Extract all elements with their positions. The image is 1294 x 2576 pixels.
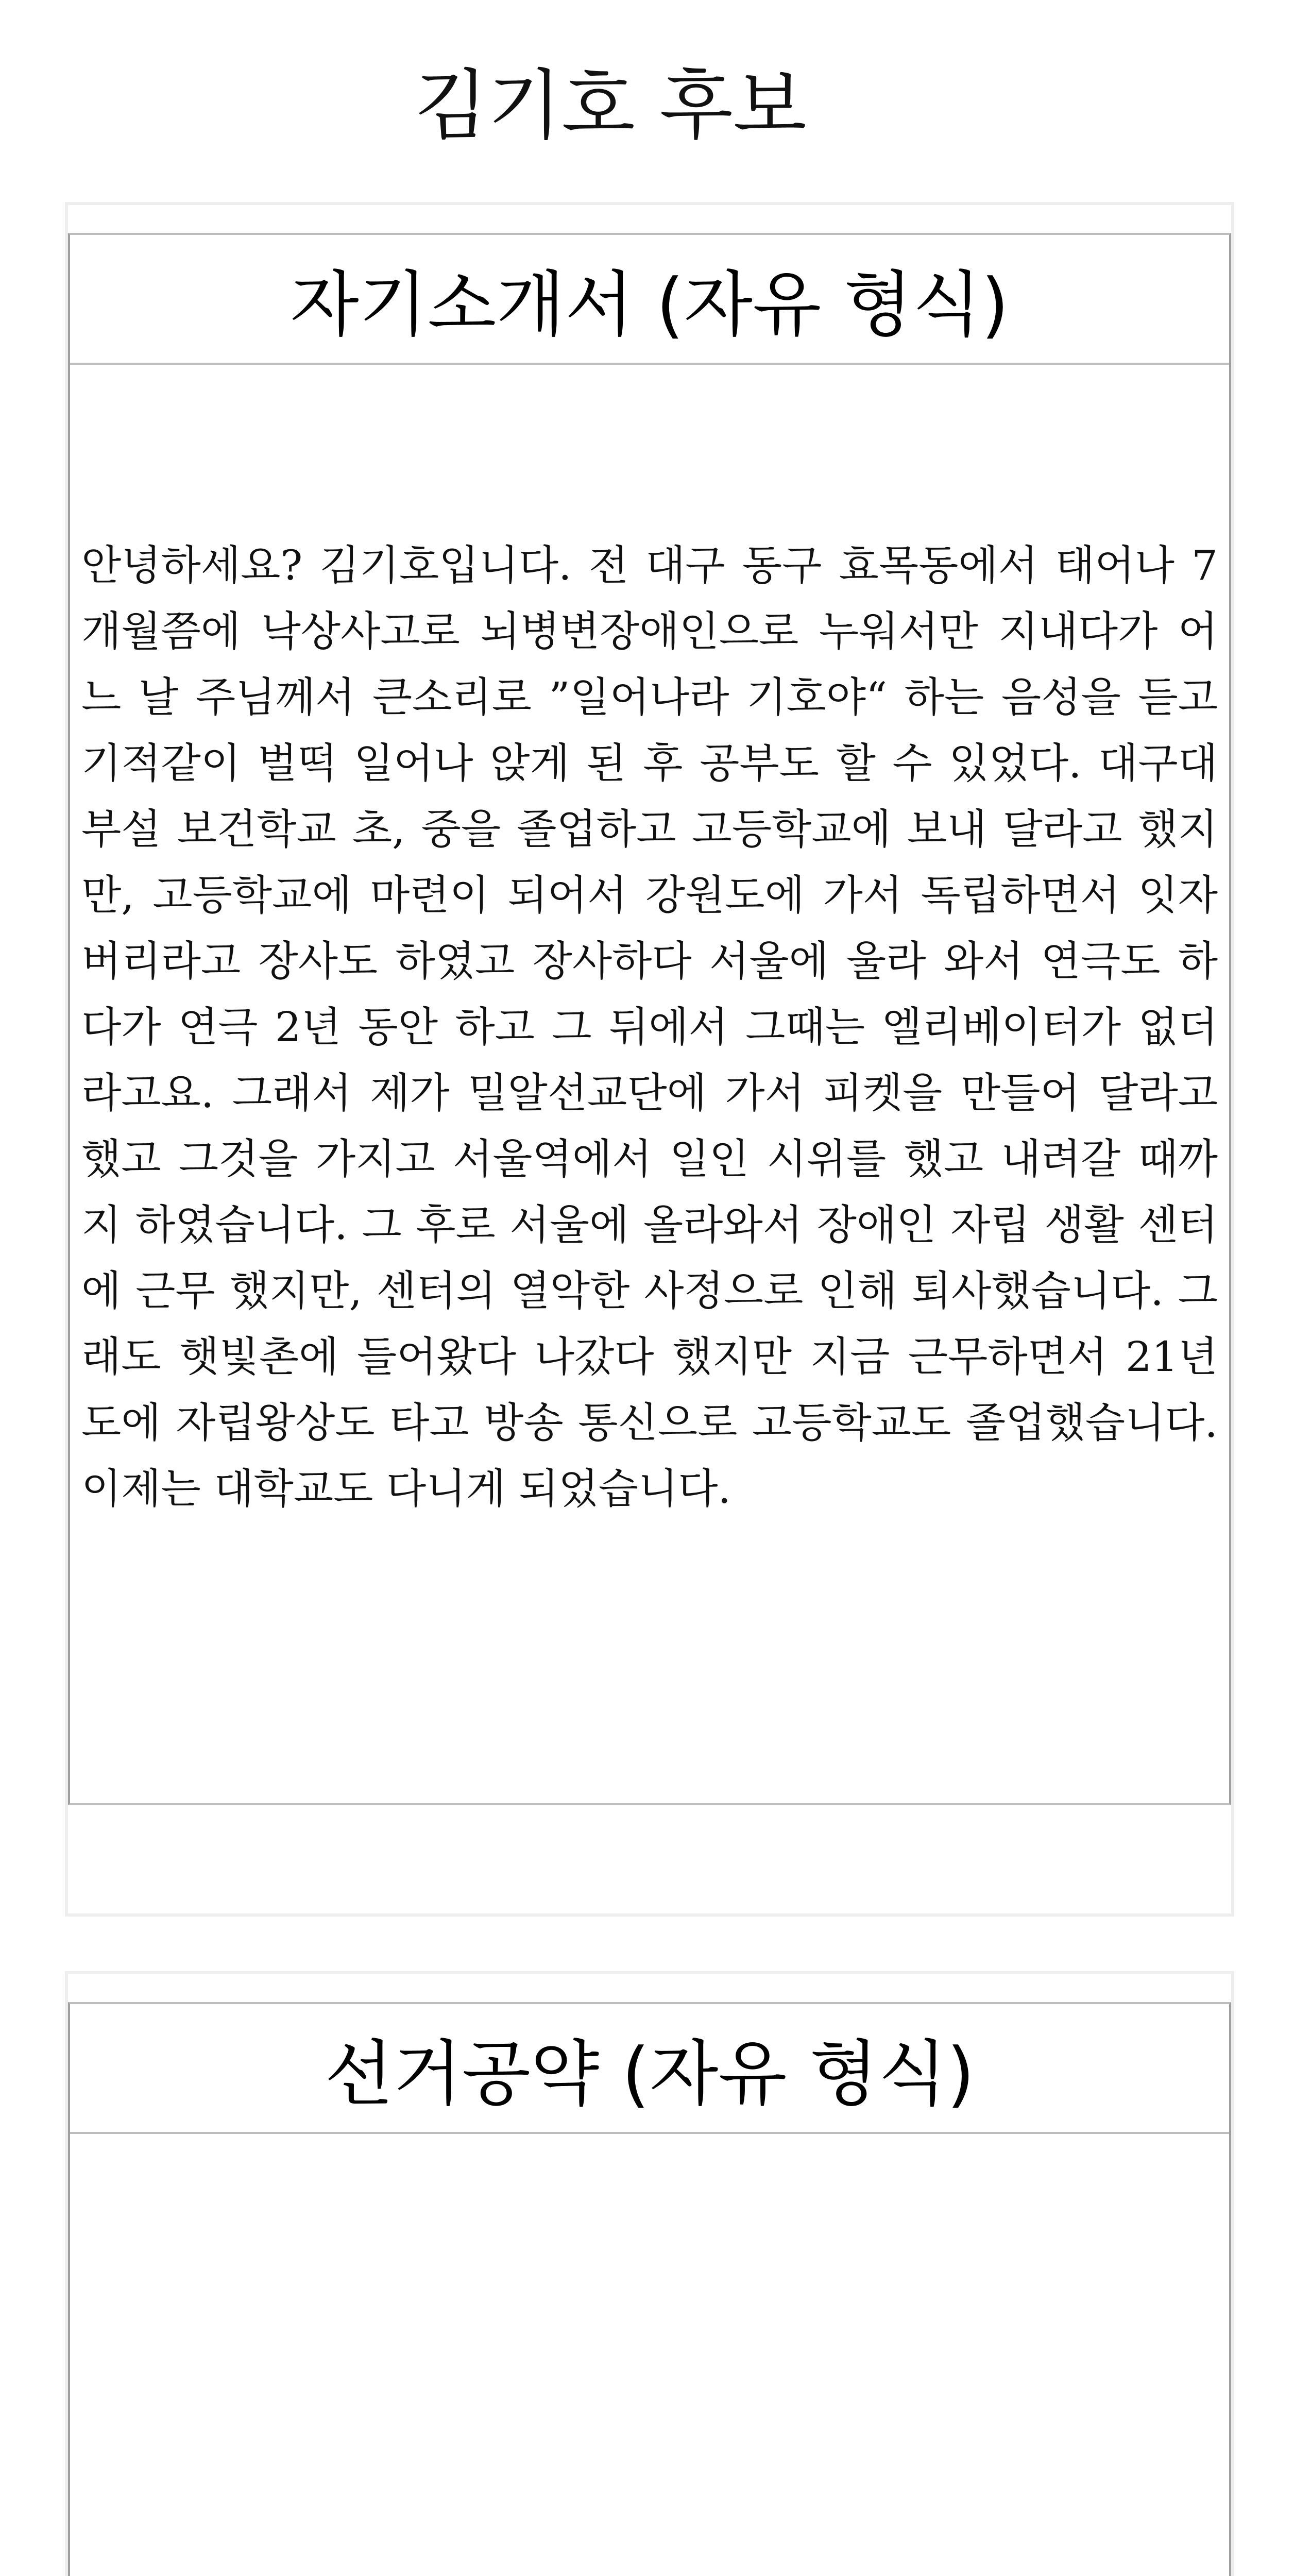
pledges-box <box>68 2002 1231 2576</box>
pledges-card <box>65 1971 1234 2576</box>
introduction-card <box>65 202 1234 1917</box>
introduction-heading: 자기소개서 (자유 형식) <box>70 235 1229 365</box>
pledges-heading: 선거공약 (자유 형식) <box>70 2004 1229 2134</box>
introduction-box <box>68 233 1231 1805</box>
page-title: 김기호 후보 <box>414 61 807 150</box>
introduction-body: 안녕하세요? 김기호입니다. 전 대구 동구 효목동에서 태어나 7개월쯤에 낙상사고로 뇌병변장애인으로 누워서만 지내다가 어느 날 주님께서 큰소리로 ”일어나라 기호야“ 하는 음성을 듣고 기적같이 벌떡 일어나 앉게 된 후 공부도 할 수 있었다. 대구대 부설 보건학교 초, 중을 졸업하고 고등학교에 보내 달라고 했지만, 고등학교에 마련이 되어서 강원도에 가서 독립하면서 잇자 버리라고 장사도 하였고 장사하다 서울에 울라 와서 연극도 하다가 연극 2년 동안 하고 그 뒤에서 그때는 엘리베이터가 없더라고요. 그래서 제가 밀알선교단에 가서 피켓을 만들어 달라고 했고 그것을 가지고 서울역에서 일인 시위를 했고 내려갈 때까지 하였습니다. 그 후로 서울에 올라와서 장애인 자립 생활 센터에 근무 했지만, 센터의 열악한 사정으로 인해 퇴사했습니다. 그래도 햇빛촌에 들어왔다 나갔다 했지만 지금 근무하면서 21년도에 자립왕상도 타고 방송 통신으로 고등학교도 졸업했습니다. 이제는 대학교도 다니게 되었습니다. <box>81 541 1218 1513</box>
pledges-body <box>70 2134 1229 2576</box>
